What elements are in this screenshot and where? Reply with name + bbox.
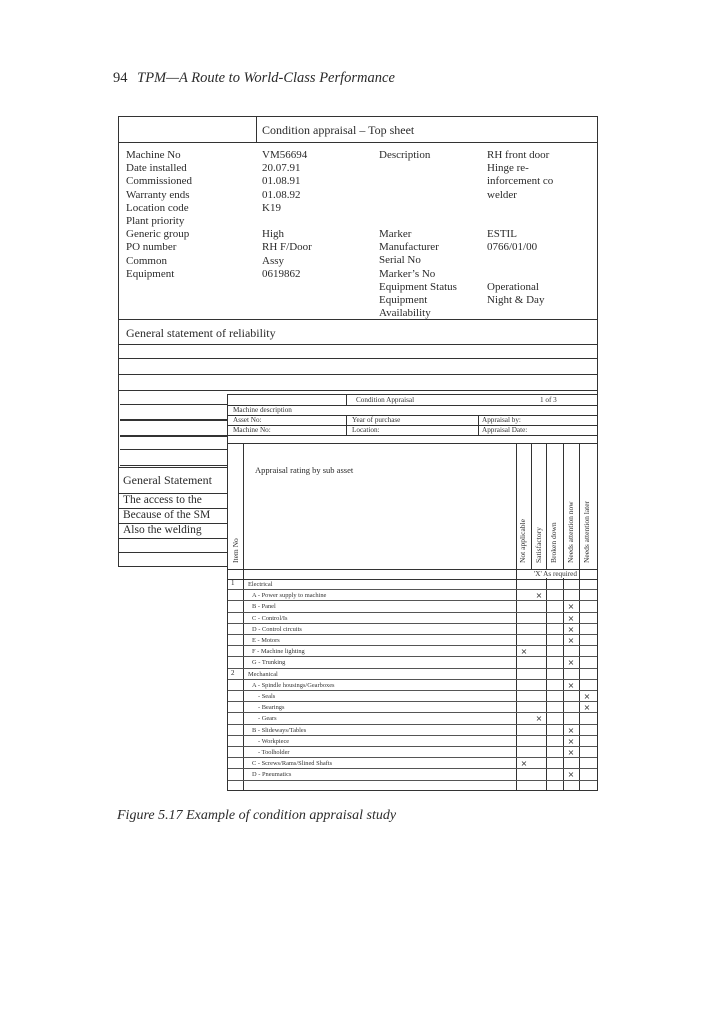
- divider: [119, 390, 597, 391]
- item-label: Electrical: [248, 581, 273, 588]
- table-row: [228, 769, 597, 780]
- value-date-installed: 20.07.91: [262, 162, 301, 175]
- table-row: [228, 646, 597, 657]
- value-generic-group: High: [262, 228, 284, 241]
- item-number: 1: [231, 579, 235, 587]
- column-needs-attention-now: Needs attention now: [566, 501, 575, 563]
- x-mark: ×: [567, 636, 575, 645]
- description-value-column: [487, 149, 553, 202]
- item-label: F - Machine lighting: [252, 648, 305, 656]
- label-po-number: PO number: [126, 241, 177, 254]
- machine-values-column: [262, 149, 312, 281]
- top-sheet-title: Condition appraisal – Top sheet: [262, 123, 415, 137]
- label-equipment-status: Equipment Status: [379, 280, 457, 293]
- label-machine-no: Machine No: [126, 149, 181, 161]
- table-row: [228, 758, 597, 769]
- x-mark: ×: [567, 602, 575, 612]
- description-line-3: inforcement co: [487, 175, 554, 188]
- label-date-installed: Date installed: [126, 162, 187, 175]
- top-sheet-title-row: [119, 117, 597, 143]
- label-commissioned: Commissioned: [126, 175, 193, 188]
- column-broken-down: Broken down: [549, 522, 558, 563]
- asset-no-label: Asset No:: [233, 416, 262, 424]
- appraisal-title: Condition Appraisal: [356, 396, 415, 404]
- appraisal-rating-label: Appraisal rating by sub asset: [255, 465, 354, 475]
- value-manufacturer: 0766/01/00: [487, 241, 538, 254]
- label-location-code: Location code: [126, 201, 189, 214]
- item-label: C - Screws/Rams/Slined Shafts: [252, 760, 333, 768]
- page-number: 94: [113, 70, 128, 86]
- table-row: [228, 691, 597, 702]
- value-markers-no: [487, 268, 544, 281]
- appraisal-date-label: Appraisal Date:: [482, 426, 528, 434]
- statement-line-1: The access to the: [123, 494, 202, 506]
- value-serial-no: [487, 254, 544, 267]
- item-label: - Toolholder: [258, 749, 290, 756]
- x-mark: ×: [583, 703, 591, 713]
- x-mark: ×: [567, 770, 575, 780]
- column-not-applicable: Not applicable: [518, 519, 527, 563]
- value-location-code: K19: [262, 201, 281, 214]
- label-availability: Availability: [379, 307, 431, 320]
- statement-line-2: Because of the SM: [123, 509, 211, 521]
- table-row: [228, 747, 597, 758]
- value-equipment-status: Operational: [487, 280, 539, 293]
- item-label: - Bearings: [258, 704, 285, 712]
- label-equipment-2: Equipment: [379, 293, 428, 306]
- divider: [119, 344, 597, 345]
- label-warranty-ends: Warranty ends: [126, 188, 190, 201]
- sheet-fragment: [120, 420, 229, 436]
- statement-line-3: Also the welding: [123, 524, 202, 536]
- table-row: [228, 579, 597, 590]
- table-row: [228, 669, 597, 680]
- label-markers-no: Marker’s No: [379, 267, 436, 280]
- location-label: Location:: [352, 426, 380, 434]
- item-label: A - Spindle housings/Gearboxes: [252, 681, 335, 689]
- value-equipment-2: Night & Day: [487, 293, 545, 306]
- reliability-label: General statement of reliability: [126, 326, 276, 340]
- x-mark: ×: [520, 647, 528, 657]
- label-common: Common: [126, 254, 167, 267]
- table-row: [228, 624, 597, 635]
- value-common: Assy: [262, 254, 285, 267]
- machine-no-label: Machine No:: [233, 426, 271, 434]
- x-mark: ×: [567, 736, 575, 746]
- table-row: [228, 657, 597, 668]
- x-mark: ×: [583, 692, 591, 701]
- as-required-note: 'X' As required: [534, 570, 577, 578]
- label-plant-priority: Plant priority: [126, 214, 185, 227]
- label-description: Description: [379, 149, 431, 161]
- divider: [119, 358, 597, 359]
- table-row: [228, 725, 597, 736]
- column-satisfactory: Satisfactory: [534, 527, 543, 563]
- table-row: [228, 601, 597, 612]
- condition-appraisal-sheet: [227, 394, 598, 791]
- value-machine-no: VM56694: [262, 149, 308, 161]
- label-equipment: Equipment: [126, 267, 175, 280]
- description-line-1: RH front door: [487, 149, 550, 161]
- label-generic-group: Generic group: [126, 228, 190, 241]
- x-mark: ×: [567, 748, 575, 757]
- value-warranty-ends: 01.08.92: [262, 188, 301, 201]
- item-no-heading: Item No: [231, 538, 240, 563]
- value-marker: ESTIL: [487, 228, 517, 240]
- table-row: [228, 713, 597, 724]
- description-line-2: Hinge re-: [487, 162, 529, 175]
- label-marker: Marker: [379, 228, 412, 240]
- label-manufacturer: Manufacturer: [379, 241, 439, 254]
- item-label: B - Slideways/Tables: [252, 726, 307, 734]
- equipment-values-column: [487, 228, 544, 320]
- item-label: E - Motors: [252, 637, 280, 644]
- page-header: [113, 70, 395, 87]
- table-row: [228, 680, 597, 691]
- item-label: - Seals: [258, 693, 276, 700]
- item-label: G - Trunking: [252, 659, 286, 667]
- equipment-labels-column: [379, 228, 457, 320]
- item-number: 2: [231, 668, 235, 677]
- table-row: [228, 736, 597, 747]
- item-label: Mechanical: [248, 670, 278, 678]
- sheet-fragment: [120, 436, 229, 450]
- value-commissioned: 01.08.91: [262, 175, 301, 188]
- general-statement-fragment: [118, 467, 228, 567]
- item-label: D - Pneumatics: [252, 771, 292, 779]
- x-mark: ×: [567, 624, 575, 634]
- table-row: [228, 613, 597, 624]
- divider: [119, 319, 597, 320]
- description-label-column: [379, 149, 430, 162]
- description-line-4: welder: [487, 188, 517, 201]
- item-label: - Gears: [258, 715, 277, 723]
- x-mark: ×: [567, 658, 575, 668]
- machine-description-label: Machine description: [233, 406, 292, 414]
- title-divider: [256, 117, 257, 143]
- table-row: [228, 590, 597, 601]
- sheet-fragment: [120, 404, 229, 420]
- machine-labels-column: [126, 149, 192, 281]
- label-serial-no: Serial No: [379, 254, 421, 267]
- item-label: - Workpiece: [258, 737, 290, 745]
- year-of-purchase-label: Year of purchase: [352, 416, 401, 424]
- value-equipment: 0619862: [262, 267, 301, 280]
- table-row: [228, 635, 597, 646]
- x-mark: ×: [535, 714, 543, 724]
- x-mark: ×: [535, 591, 543, 601]
- appraisal-page: 1 of 3: [540, 396, 557, 404]
- x-mark: ×: [567, 613, 575, 623]
- general-statement-label: General Statement: [123, 473, 212, 487]
- appraisal-by-label: Appraisal by:: [482, 416, 521, 424]
- value-po-number: RH F/Door: [262, 241, 312, 254]
- x-mark: ×: [520, 759, 528, 769]
- item-label: D - Control circuits: [252, 625, 302, 633]
- value-plant-priority: [262, 215, 312, 228]
- item-label: A - Power supply to machine: [252, 592, 327, 600]
- table-row: [228, 702, 597, 713]
- figure-caption: Figure 5.17 Example of condition appraisal study: [117, 808, 397, 823]
- divider: [119, 374, 597, 375]
- running-title: TPM—A Route to World-Class Performance: [137, 70, 395, 86]
- item-label: B - Panel: [252, 603, 276, 611]
- item-label: C - Control/Is: [252, 614, 288, 622]
- column-needs-attention-later: Needs attention later: [582, 500, 591, 563]
- x-mark: ×: [567, 725, 575, 735]
- x-mark: ×: [567, 680, 575, 690]
